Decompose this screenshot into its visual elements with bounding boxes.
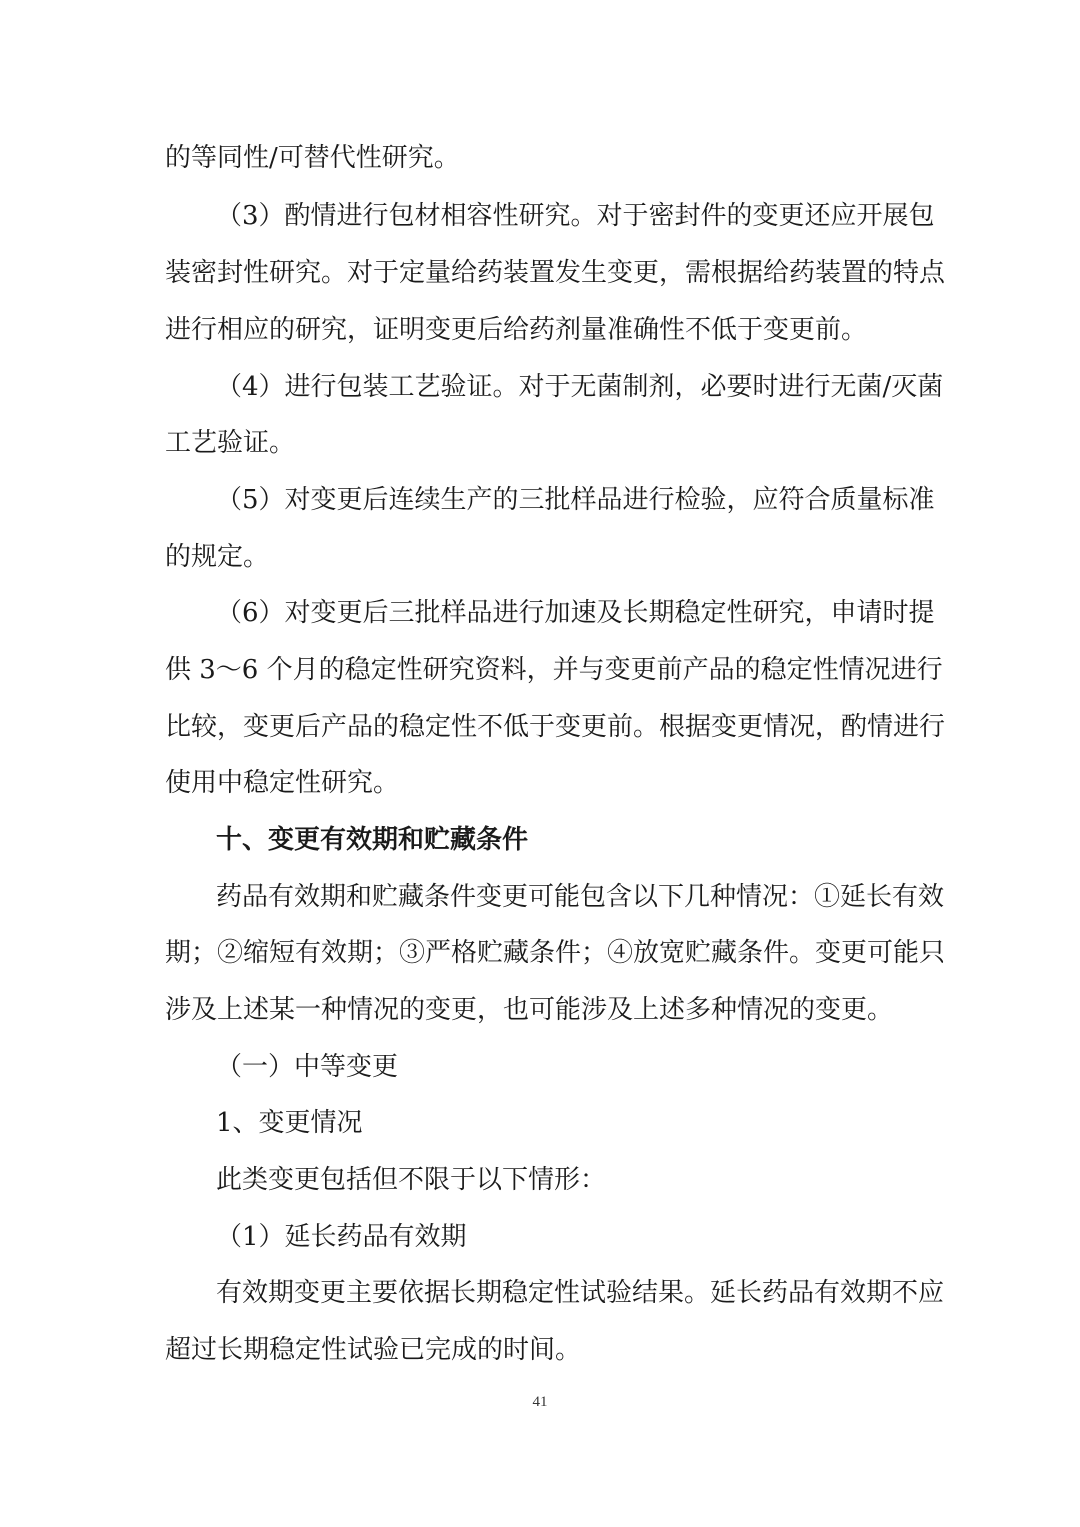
body-line: 工艺验证。 xyxy=(165,428,296,458)
body-line: 有效期变更主要依据长期稳定性试验结果。延长药品有效期不应 xyxy=(216,1278,945,1308)
section-heading: 十、变更有效期和贮藏条件 xyxy=(216,825,529,855)
body-line: 供 3～6 个月的稳定性研究资料，并与变更前产品的稳定性情况进行 xyxy=(165,655,943,685)
body-line: （6）对变更后三批样品进行加速及长期稳定性研究，申请时提 xyxy=(216,598,935,628)
body-line: 进行相应的研究，证明变更后给药剂量准确性不低于变更前。 xyxy=(165,315,868,345)
body-line: （5）对变更后连续生产的三批样品进行检验，应符合质量标准 xyxy=(216,485,935,515)
subsection-heading: （一）中等变更 xyxy=(216,1052,399,1082)
list-item: （1）延长药品有效期 xyxy=(216,1222,467,1252)
body-line: 比较，变更后产品的稳定性不低于变更前。根据变更情况，酌情进行 xyxy=(165,712,946,742)
body-line: 使用中稳定性研究。 xyxy=(165,768,400,798)
body-line: 超过长期稳定性试验已完成的时间。 xyxy=(165,1335,582,1365)
body-line: 期；②缩短有效期；③严格贮藏条件；④放宽贮藏条件。变更可能只 xyxy=(165,938,946,968)
subsection-heading: 1、变更情况 xyxy=(216,1108,363,1138)
body-line: 涉及上述某一种情况的变更，也可能涉及上述多种情况的变更。 xyxy=(165,995,894,1025)
body-line: 药品有效期和贮藏条件变更可能包含以下几种情况：①延长有效 xyxy=(216,882,945,912)
body-line: （3）酌情进行包材相容性研究。对于密封件的变更还应开展包 xyxy=(216,201,935,231)
body-line: 此类变更包括但不限于以下情形： xyxy=(216,1165,607,1195)
body-line: 装密封性研究。对于定量给药装置发生变更，需根据给药装置的特点 xyxy=(165,258,946,288)
page-number: 41 xyxy=(532,1394,548,1410)
body-line: 的等同性/可替代性研究。 xyxy=(165,143,460,173)
body-line: 的规定。 xyxy=(165,542,270,572)
body-line: （4）进行包装工艺验证。对于无菌制剂，必要时进行无菌/灭菌 xyxy=(216,372,944,402)
